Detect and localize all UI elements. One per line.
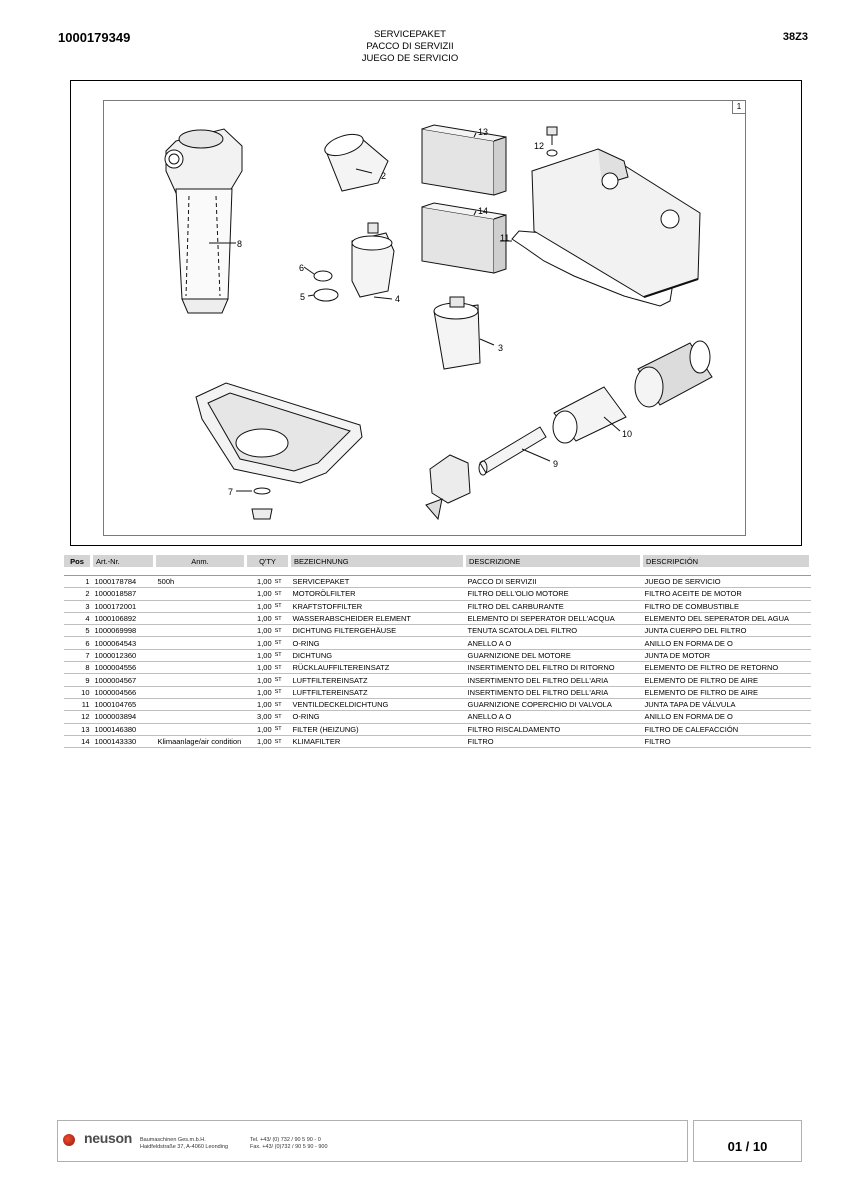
row-unit: ST [274, 698, 290, 710]
screw-icon [547, 127, 557, 156]
title-spanish: JUEGO DE SERVICIO [361, 53, 459, 64]
air-filter-inner-icon [479, 427, 550, 475]
callout-label: 9 [553, 459, 559, 469]
row-anm [155, 600, 246, 612]
water-separator-icon [352, 223, 394, 299]
row-pos: 4 [64, 612, 92, 624]
row-pos: 9 [64, 674, 92, 686]
callout-label: 10 [622, 429, 633, 439]
table-row [64, 588, 811, 600]
row-descrizione: ANELLO A O [465, 637, 642, 649]
row-anm [155, 649, 246, 661]
valve-cover-icon [532, 149, 700, 297]
table-row [64, 723, 811, 735]
row-bezeichnung: O-RING [290, 711, 465, 723]
company-fax: Fax. +43/ (0)732 / 90 5 90 - 900 [250, 1144, 328, 1150]
row-bezeichnung: DICHTUNG FILTERGEHÄUSE [290, 625, 465, 637]
row-descrizione: FILTRO DEL CARBURANTE [465, 600, 642, 612]
row-bezeichnung: SERVICEPAKET [290, 576, 465, 588]
row-qty: 1,00 [246, 576, 274, 588]
row-unit: ST [274, 735, 290, 747]
row-art-nr: 1000069998 [92, 625, 155, 637]
row-qty: 1,00 [246, 735, 274, 747]
model-code: 38Z3 [782, 31, 808, 43]
column-header-pos: Pos [64, 555, 92, 567]
row-anm [155, 625, 246, 637]
row-art-nr: 1000172001 [92, 600, 155, 612]
row-unit: ST [274, 649, 290, 661]
callout-label: 2 [381, 171, 387, 181]
row-qty: 1,00 [246, 612, 274, 624]
row-pos: 2 [64, 588, 92, 600]
row-anm [155, 588, 246, 600]
company-phone: Tel. +43/ (0) 732 / 90 5 90 - 0 [250, 1137, 321, 1143]
row-anm [155, 637, 246, 649]
neuson-logo-icon [63, 1134, 75, 1146]
row-qty: 1,00 [246, 625, 274, 637]
company-name: Baumaschinen Ges.m.b.H. [140, 1137, 206, 1143]
row-descripcion: JUNTA DE MOTOR [642, 649, 811, 661]
company-address [140, 1137, 228, 1151]
document-number: 1000179349 [58, 30, 131, 45]
row-anm [155, 723, 246, 735]
row-descrizione: GUARNIZIONE DEL MOTORE [465, 649, 642, 661]
row-qty: 1,00 [246, 698, 274, 710]
table-row [64, 674, 811, 686]
row-bezeichnung: KLIMAFILTER [290, 735, 465, 747]
callout-label: 14 [478, 206, 489, 216]
table-row [64, 637, 811, 649]
exploded-view-drawing [103, 100, 746, 536]
row-descripcion: ANILLO EN FORMA DE O [642, 637, 811, 649]
column-header-descripcion: DESCRIPCIÓN [642, 555, 811, 567]
row-pos: 14 [64, 735, 92, 747]
row-bezeichnung: DICHTUNG [290, 649, 465, 661]
row-qty: 1,00 [246, 600, 274, 612]
row-unit: ST [274, 600, 290, 612]
page-indicator: 01 / 10 [693, 1120, 802, 1162]
row-descripcion: ELEMENTO DE FILTRO DE AIRE [642, 686, 811, 698]
parts-illustration [104, 101, 745, 535]
row-pos: 13 [64, 723, 92, 735]
row-descrizione: TENUTA SCATOLA DEL FILTRO [465, 625, 642, 637]
row-art-nr: 1000004556 [92, 662, 155, 674]
row-pos: 6 [64, 637, 92, 649]
row-unit: ST [274, 612, 290, 624]
row-qty: 1,00 [246, 686, 274, 698]
row-anm [155, 698, 246, 710]
row-art-nr: 1000106892 [92, 612, 155, 624]
callout-label: 3 [498, 343, 504, 353]
air-filter-housing-icon [426, 455, 470, 519]
column-header-qty: Q'TY [246, 555, 290, 567]
oil-pan-icon [196, 383, 362, 519]
row-art-nr: 1000004566 [92, 686, 155, 698]
row-descripcion: FILTRO DE CALEFACCIÓN [642, 723, 811, 735]
column-header-anm: Anm. [155, 555, 246, 567]
row-bezeichnung: LUFTFILTEREINSATZ [290, 686, 465, 698]
row-art-nr: 1000178784 [92, 576, 155, 588]
row-anm: Klimaanlage/air condition [155, 735, 246, 747]
callout-label: 4 [395, 294, 401, 304]
row-bezeichnung: VENTILDECKELDICHTUNG [290, 698, 465, 710]
row-bezeichnung: FILTER (HEIZUNG) [290, 723, 465, 735]
company-contact [250, 1137, 328, 1151]
row-unit: ST [274, 662, 290, 674]
row-pos: 12 [64, 711, 92, 723]
table-row [64, 698, 811, 710]
row-descrizione: GUARNIZIONE COPERCHIO DI VALVOLA [465, 698, 642, 710]
row-descrizione: FILTRO [465, 735, 642, 747]
row-unit: ST [274, 576, 290, 588]
air-condition-filter-icon [422, 203, 506, 273]
row-descrizione: ELEMENTO DI SEPERATOR DELL'ACQUA [465, 612, 642, 624]
fuel-filter-icon [434, 297, 494, 369]
table-row [64, 711, 811, 723]
row-descrizione: INSERTIMENTO DEL FILTRO DI RITORNO [465, 662, 642, 674]
row-bezeichnung: KRAFTSTOFFILTER [290, 600, 465, 612]
table-row [64, 576, 811, 588]
row-bezeichnung: O-RING [290, 637, 465, 649]
row-descripcion: ELEMENTO DEL SEPERATOR DEL AGUA [642, 612, 811, 624]
row-art-nr: 1000064543 [92, 637, 155, 649]
callout-label: 11 [500, 233, 510, 243]
table-row [64, 662, 811, 674]
row-pos: 5 [64, 625, 92, 637]
row-unit: ST [274, 723, 290, 735]
row-art-nr: 1000004567 [92, 674, 155, 686]
row-anm: 500h [155, 576, 246, 588]
row-qty: 1,00 [246, 649, 274, 661]
document-titles [310, 29, 510, 65]
title-italian: PACCO DI SERVIZII [366, 41, 454, 52]
row-bezeichnung: WASSERABSCHEIDER ELEMENT [290, 612, 465, 624]
row-descripcion: ELEMENTO DE FILTRO DE RETORNO [642, 662, 811, 674]
row-art-nr: 1000146380 [92, 723, 155, 735]
row-bezeichnung: LUFTFILTEREINSATZ [290, 674, 465, 686]
row-anm [155, 686, 246, 698]
row-art-nr: 1000003894 [92, 711, 155, 723]
row-descrizione: INSERTIMENTO DEL FILTRO DELL'ARIA [465, 686, 642, 698]
parts-table [64, 555, 812, 748]
row-bezeichnung: MOTORÖLFILTER [290, 588, 465, 600]
row-descripcion: FILTRO DE COMBUSTIBLE [642, 600, 811, 612]
callout-label: 13 [478, 127, 489, 137]
row-pos: 3 [64, 600, 92, 612]
row-art-nr: 1000012360 [92, 649, 155, 661]
row-anm [155, 662, 246, 674]
row-art-nr: 1000143330 [92, 735, 155, 747]
table-header-row [64, 555, 811, 567]
row-descripcion: ANILLO EN FORMA DE O [642, 711, 811, 723]
row-unit: ST [274, 711, 290, 723]
table-row [64, 625, 811, 637]
row-art-nr: 1000018587 [92, 588, 155, 600]
table-row [64, 649, 811, 661]
row-anm [155, 711, 246, 723]
row-descrizione: PACCO DI SERVIZII [465, 576, 642, 588]
cabin-filter-icon [422, 125, 506, 195]
row-descrizione: ANELLO A O [465, 711, 642, 723]
company-street: Haidfeldstraße 37, A-4060 Leonding [140, 1144, 229, 1150]
column-header-art-nr: Art.-Nr. [92, 555, 155, 567]
row-descripcion: ELEMENTO DE FILTRO DE AIRE [642, 674, 811, 686]
row-qty: 1,00 [246, 674, 274, 686]
row-pos: 11 [64, 698, 92, 710]
row-descrizione: INSERTIMENTO DEL FILTRO DELL'ARIA [465, 674, 642, 686]
row-qty: 1,00 [246, 723, 274, 735]
row-anm [155, 674, 246, 686]
row-qty: 1,00 [246, 588, 274, 600]
row-pos: 10 [64, 686, 92, 698]
row-unit: ST [274, 588, 290, 600]
row-unit: ST [274, 625, 290, 637]
row-descripcion: JUEGO DE SERVICIO [642, 576, 811, 588]
title-german: SERVICEPAKET [374, 29, 446, 40]
row-qty: 1,00 [246, 662, 274, 674]
row-unit: ST [274, 637, 290, 649]
row-descripcion: FILTRO [642, 735, 811, 747]
row-qty: 1,00 [246, 637, 274, 649]
row-qty: 3,00 [246, 711, 274, 723]
table-row [64, 686, 811, 698]
table-row [64, 600, 811, 612]
row-bezeichnung: RÜCKLAUFFILTEREINSATZ [290, 662, 465, 674]
callout-label: 5 [300, 292, 306, 302]
row-anm [155, 612, 246, 624]
row-pos: 1 [64, 576, 92, 588]
table-row [64, 735, 811, 747]
drawing-page-badge: 1 [732, 101, 745, 114]
row-descrizione: FILTRO RISCALDAMENTO [465, 723, 642, 735]
return-filter-icon [165, 129, 242, 313]
air-filter-outer-icon [553, 387, 626, 443]
callout-label: 7 [228, 487, 234, 497]
intake-hose-icon [635, 341, 712, 407]
company-logo-text: neuson [84, 1130, 132, 1146]
column-header-bezeichnung: BEZEICHNUNG [290, 555, 465, 567]
row-pos: 8 [64, 662, 92, 674]
callout-label: 8 [237, 239, 243, 249]
table-row [64, 612, 811, 624]
row-pos: 7 [64, 649, 92, 661]
row-descripcion: JUNTA CUERPO DEL FILTRO [642, 625, 811, 637]
o-ring-icon [304, 267, 338, 301]
column-header-descrizione: DESCRIZIONE [465, 555, 642, 567]
row-unit: ST [274, 686, 290, 698]
callout-label: 12 [534, 141, 545, 151]
row-art-nr: 1000104765 [92, 698, 155, 710]
row-descripcion: JUNTA TAPA DE VÁLVULA [642, 698, 811, 710]
row-descrizione: FILTRO DELL'OLIO MOTORE [465, 588, 642, 600]
oil-filter-icon [322, 130, 388, 191]
row-descripcion: FILTRO ACEITE DE MOTOR [642, 588, 811, 600]
callout-label: 6 [299, 263, 305, 273]
row-unit: ST [274, 674, 290, 686]
